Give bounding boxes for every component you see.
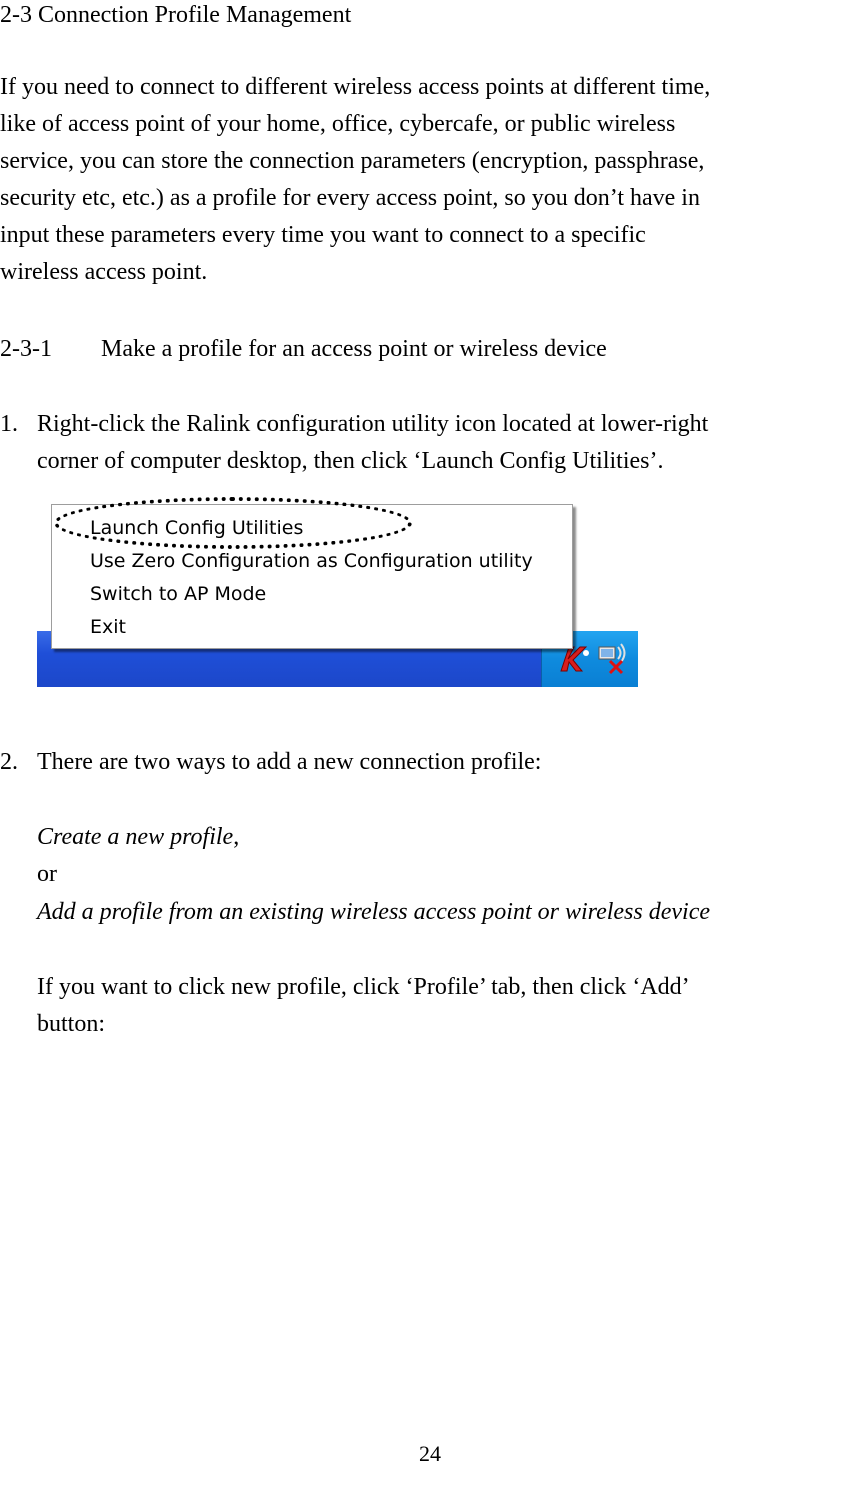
tray-menu-screenshot bbox=[37, 497, 637, 687]
subsection-number: 2-3-1 bbox=[0, 336, 52, 362]
intro-paragraph bbox=[0, 69, 860, 291]
step-text: Right-click the Ralink configuration utility icon located at lower-right bbox=[37, 411, 709, 437]
option-create-profile bbox=[37, 819, 239, 855]
intro-line: like of access point of your home, office, cybercafe, or public wireless bbox=[0, 111, 676, 137]
intro-line: input these parameters every time you want to connect to a specific bbox=[0, 222, 646, 248]
section-heading: 2-3 Connection Profile Management bbox=[0, 2, 352, 28]
step-text: corner of computer desktop, then click ‘Launch Config Utilities’. bbox=[37, 448, 664, 474]
menu-item-exit[interactable]: Exit bbox=[90, 616, 126, 638]
step-text: There are two ways to add a new connection profile: bbox=[37, 749, 542, 775]
page-number: 24 bbox=[419, 1441, 441, 1466]
instruction-text: button: bbox=[37, 1011, 106, 1037]
highlight-ellipse bbox=[54, 497, 412, 549]
menu-item-use-zero-configuration[interactable]: Use Zero Configuration as Configuration utility bbox=[90, 550, 533, 572]
menu-item-switch-to-ap-mode[interactable]: Switch to AP Mode bbox=[90, 583, 267, 605]
menu-item-launch-config-utilities[interactable]: Launch Config Utilities bbox=[90, 517, 304, 539]
or-text: or bbox=[37, 861, 57, 887]
intro-line: security etc, etc.) as a profile for every access point, so you don’t have in bbox=[0, 185, 700, 211]
intro-line: service, you can store the connection parameters (encryption, passphrase, bbox=[0, 148, 705, 174]
subsection-title: Make a profile for an access point or wireless device bbox=[101, 336, 607, 362]
option-suffix: , bbox=[233, 824, 240, 850]
option-text: Create a new profile bbox=[37, 824, 234, 850]
step-number: 2. bbox=[0, 749, 18, 775]
intro-line: If you need to connect to different wireless access points at different time, bbox=[0, 74, 711, 100]
option-add-from-existing: Add a profile from an existing wireless access point or wireless device bbox=[37, 899, 711, 925]
step-number: 1. bbox=[0, 411, 18, 437]
network-disconnected-icon[interactable] bbox=[596, 641, 632, 675]
intro-line: wireless access point. bbox=[0, 259, 208, 285]
instruction-text: If you want to click new profile, click ‘Profile’ tab, then click ‘Add’ bbox=[37, 974, 690, 1000]
